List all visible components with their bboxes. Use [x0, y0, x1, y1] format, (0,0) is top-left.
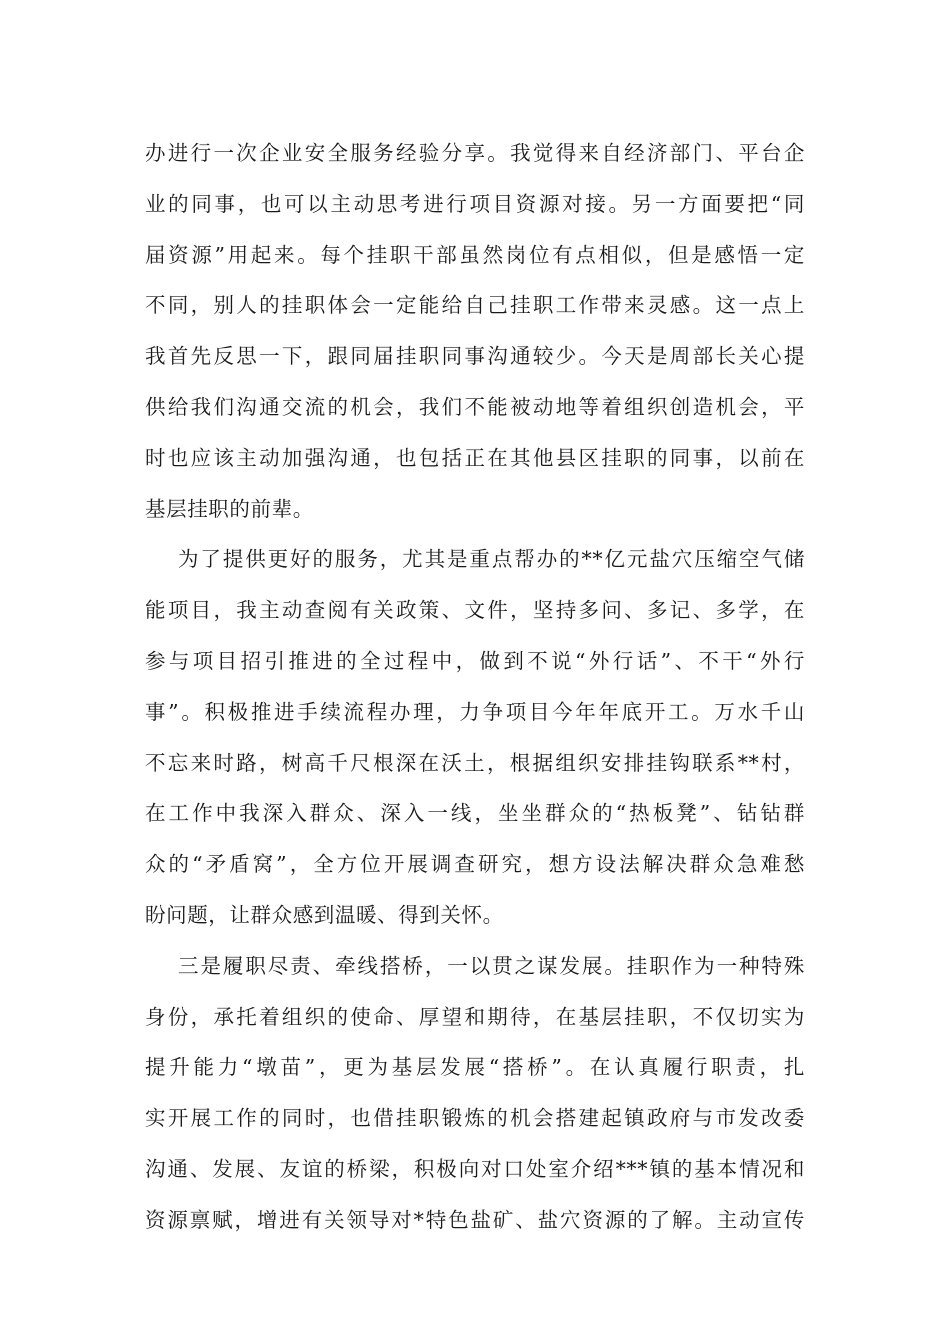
text-line: 基层挂职的前辈。: [145, 496, 314, 521]
text-line: 供给我们沟通交流的机会，我们不能被动地等着组织创造机会，平: [145, 394, 805, 419]
text-line: 众的“矛盾窝”，全方位开展调查研究，想方设法解决群众急难愁: [145, 852, 805, 877]
text-line: 业的同事，也可以主动思考进行项目资源对接。另一方面要把“同: [145, 191, 805, 216]
text-line: 时也应该主动加强沟通，也包括正在其他县区挂职的同事，以前在: [145, 445, 805, 470]
text-line: 办进行一次企业安全服务经验分享。我觉得来自经济部门、平台企: [145, 141, 805, 165]
text-line: 实开展工作的同时，也借挂职锻炼的机会搭建起镇政府与市发改委: [145, 1106, 805, 1131]
text-line: 不同，别人的挂职体会一定能给自己挂职工作带来灵感。这一点上: [145, 293, 805, 318]
document-body: [145, 128, 805, 1246]
text-line: 参与项目招引推进的全过程中，做到不说“外行话”、不干“外行: [145, 648, 805, 673]
text-line: 盼问题，让群众感到温暖、得到关怀。: [145, 902, 504, 927]
text-line: 在工作中我深入群众、深入一线，坐坐群众的“热板凳”、钻钻群: [145, 801, 805, 826]
text-line: 资源禀赋，增进有关领导对*特色盐矿、盐穴资源的了解。主动宣传: [145, 1207, 805, 1232]
text-line: 我首先反思一下，跟同届挂职同事沟通较少。今天是周部长关心提: [145, 344, 805, 369]
text-line: 不忘来时路，树高千尺根深在沃土，根据组织安排挂钩联系**村，: [145, 750, 805, 775]
text-line: 提升能力“墩苗”，更为基层发展“搭桥”。在认真履行职责，扎: [145, 1055, 805, 1080]
text-line: 沟通、发展、友谊的桥梁，积极向对口处室介绍***镇的基本情况和: [145, 1156, 805, 1181]
text-line: 能项目，我主动查阅有关政策、文件，坚持多问、多记、多学，在: [145, 598, 805, 623]
text-line: 为了提供更好的服务，尤其是重点帮办的**亿元盐穴压缩空气储: [178, 547, 805, 572]
text-line: 事”。积极推进手续流程办理，力争项目今年年底开工。万水千山: [145, 699, 805, 724]
text-line: 三是履职尽责、牵线搭桥，一以贯之谋发展。挂职作为一种特殊: [178, 953, 805, 978]
text-line: 身份，承托着组织的使命、厚望和期待，在基层挂职，不仅切实为: [145, 1004, 805, 1029]
text-line: 届资源”用起来。每个挂职干部虽然岗位有点相似，但是感悟一定: [145, 242, 805, 267]
